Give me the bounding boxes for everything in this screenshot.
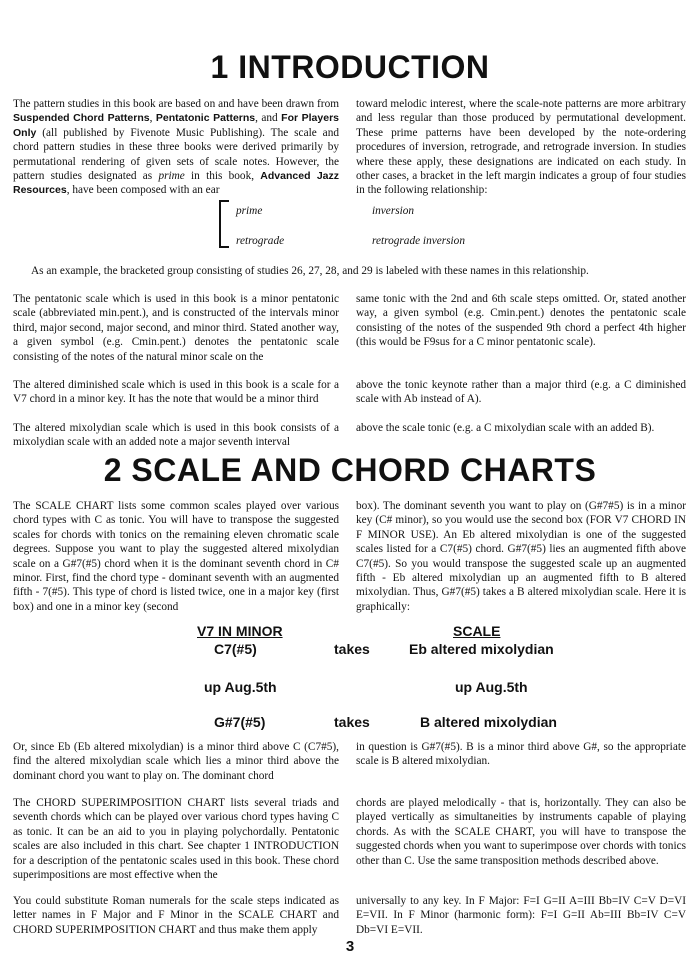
- graphic-header-v7-in-minor: V7 IN MINOR: [197, 623, 283, 639]
- book-title-advanced: Advanced Jazz Resources: [13, 170, 339, 197]
- intro-example-sentence: As an example, the bracketed group consisting of studies 26, 27, 28, and 29 is labeled with these names in this relationship.: [31, 265, 589, 277]
- charts-paragraph-1-left: The SCALE CHART lists some common scales played over various chord types with C as tonic. You will have to transpose the suggested scales for chords with tonics on the remaining eleven chromatic scale degrees. Suppose you want to play the suggested altered mixolydian scale on a G#7(#5) chord when it is the dominant seventh chord in C# minor. First, find the chord type - dominant seventh with an augmented fifth - 7(#5). This type of chord is listed twice, one in a major key (first box) and one in a minor key (second: [13, 500, 339, 613]
- heading-introduction: 1 INTRODUCTION: [210, 49, 490, 85]
- intro-paragraph-2-right: same tonic with the 2nd and 6th scale steps omitted. Or, stated another way, a given symbol (e.g. Cmin.pent.) denotes the pentatonic scale consisting of the notes of the suspended 9th chord a perfect 4th higher (this would be F9sus for a C minor pentatonic scale).: [356, 293, 686, 349]
- intro-paragraph-1-left: The pattern studies in this book are based on and have been drawn from Suspended Chord Patterns, Pentatonic Patterns, and For Players Only (all published by Fivenote Music Publishing). The scale and chord pattern studies in these three books were derived primarily by permutational rendering of given sets of scale notes. However, the pattern studies designated as prime in this book, Advanced Jazz Resources, have been composed with an ear: [13, 98, 339, 197]
- charts-paragraph-4-left: You could substitute Roman numerals for the scale steps indicated as letter names in F Major and F Minor in the SCALE CHART and CHORD SUPERIMPOSITION CHART and thus make them apply: [13, 895, 339, 936]
- intro-paragraph-1-right: toward melodic interest, where the scale-note patterns are more arbitrary and less regular than those produced by permutational development. These prime patterns have been developed by the note-ordering procedures of inversion, retrograde, and retrograde inversion. In studies where these apply, these designations are indicated on each study. In other cases, a bracket in the left margin indicates a group of four studies in the following relationship:: [356, 98, 686, 197]
- graphic-takes-2: takes: [334, 714, 370, 730]
- charts-paragraph-2-right: in question is G#7(#5). B is a minor third above G#, so the appropriate scale is B altered mixolydian.: [356, 741, 686, 768]
- relationship-bracket: [219, 200, 229, 248]
- charts-paragraph-1-right: box). The dominant seventh you want to play on (G#7#5) is in a minor key (C# minor), so you would use the second box (FOR V7 CHORD IN F MINOR USE). An Eb altered mixolydian is one of the suggested scales listed for a C7(#5) chord. G#7(#5) lies an augmented fifth above C7(#5). So you would transpose the suggested scale up an augmented fifth - Eb altered mixolydian up an augmented fifth to B altered mixolydian. Thus, G#7(#5) takes a B altered mixolydian scale. Here it is graphically:: [356, 500, 686, 613]
- label-retrograde: retrograde: [236, 235, 285, 247]
- charts-paragraph-2-left: Or, since Eb (Eb altered mixolydian) is a minor third above C (C7#5), find the altered mixolydian scale which lies a minor third above the dominant chord you want to play on. The dominant chord: [13, 741, 339, 782]
- intro-paragraph-4-right: above the scale tonic (e.g. a C mixolydian scale with an added B).: [356, 422, 655, 434]
- book-title-suspended: Suspended Chord Patterns: [13, 112, 150, 125]
- graphic-chord-c7: C7(#5): [214, 641, 257, 657]
- graphic-chord-g7: G#7(#5): [214, 714, 266, 730]
- graphic-takes-1: takes: [334, 641, 370, 657]
- page-number: 3: [345, 938, 355, 955]
- charts-paragraph-3-right: chords are played melodically - that is, horizontally. They can also be played vertically as simultaneities by instruments capable of playing chords. As with the SCALE CHART, you will have to transpose the suggested chords when you want to superimpose over chords with tonics other than C. Use the same transposition methods described above.: [356, 797, 686, 867]
- heading-scale-and-chord-charts: 2 SCALE AND CHORD CHARTS: [103, 452, 597, 488]
- graphic-up-aug5-left: up Aug.5th: [204, 679, 277, 695]
- intro-paragraph-3-right: above the tonic keynote rather than a major third (e.g. a C diminished scale with Ab instead of A).: [356, 379, 686, 406]
- intro-paragraph-4-left: The altered mixolydian scale which is used in this book consists of a mixolydian scale with an added note a major seventh interval: [13, 422, 339, 449]
- book-title-players: For Players Only: [13, 112, 339, 139]
- charts-paragraph-3-left: The CHORD SUPERIMPOSITION CHART lists several triads and seventh chords which can be played over various chord types having C as tonic. It can be an aid to you in playing polychordally. Pentatonic scales are also included in this chart. See chapter 1 INTRODUCTION for a description of the pentatonic scales used in this book. These chord superimpositions are most effective when the: [13, 797, 339, 882]
- intro-paragraph-3-left: The altered diminished scale which is used in this book is a scale for a V7 chord in a minor key. It has the note that would be a minor third: [13, 379, 339, 406]
- charts-paragraph-4-right: universally to any key. In F Major: F=I G=II A=III Bb=IV C=V D=VI E=VII. In F Minor (harmonic form): F=I G=II Ab=III Bb=IV C=V Db=VI E=VII.: [356, 895, 686, 936]
- label-prime: prime: [236, 205, 263, 217]
- label-inversion: inversion: [372, 205, 415, 217]
- graphic-scale-eb-altered: Eb altered mixolydian: [409, 641, 554, 657]
- graphic-scale-b-altered: B altered mixolydian: [420, 714, 557, 730]
- book-title-pentatonic: Pentatonic Patterns: [155, 112, 256, 125]
- label-retrograde-inversion: retrograde inversion: [372, 235, 465, 247]
- graphic-header-scale: SCALE: [453, 623, 501, 639]
- graphic-up-aug5-right: up Aug.5th: [455, 679, 528, 695]
- intro-paragraph-2-left: The pentatonic scale which is used in this book is a minor pentatonic scale (abbreviated min.pent.), and is constructed of the intervals minor third, major second, major second, and minor third. Stated another way, a given symbol (e.g. Cmin.pent.) denotes the pentatonic scale consisting of the notes of the natural minor scale on the: [13, 293, 339, 363]
